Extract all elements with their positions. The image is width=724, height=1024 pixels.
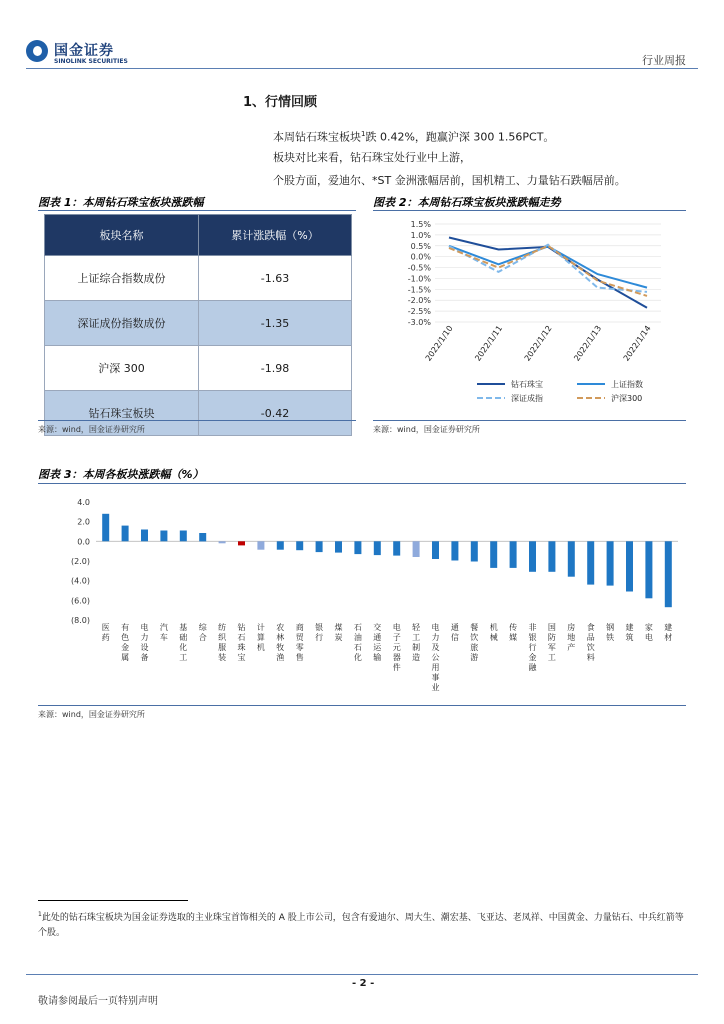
y-tick-label: -0.5% xyxy=(407,263,431,273)
y-tick-label: 1.0% xyxy=(410,230,431,240)
bar xyxy=(645,541,652,598)
x-tick-label: 机械 xyxy=(489,623,498,642)
paragraph-3: 个股方面，爱迪尔、*ST 金洲涨幅居前，国机精工、力量钻石跌幅居前。 xyxy=(273,174,626,187)
x-tick-label: 非银行金融 xyxy=(528,623,537,672)
y-tick-label: 2.0 xyxy=(77,517,90,527)
bar xyxy=(626,541,633,591)
bar xyxy=(393,541,400,555)
sector-return-bar-chart xyxy=(38,488,686,700)
table-cell-name: 深证成份指数成份 xyxy=(45,301,199,346)
figure-3-source: 来源：wind，国金证券研究所 xyxy=(38,710,145,719)
figure-3-bottom-rule xyxy=(38,705,686,706)
y-tick-label: 0.0% xyxy=(410,252,431,262)
x-tick-label: 建材 xyxy=(664,623,673,642)
x-tick-label: 轻工制造 xyxy=(412,623,421,662)
footnote-text: 此处的钻石珠宝板块为国金证券选取的主业珠宝首饰相关的 A 股上市公司，包含有爱迪尔、周大生、潮宏基、飞亚达、老凤祥、中国黄金、力量钻石、中兵红箭等个股。 xyxy=(38,913,684,938)
paragraph-1 xyxy=(273,127,554,145)
table-cell-name: 上证综合指数成份 xyxy=(45,256,199,301)
table-cell-name: 沪深 300 xyxy=(45,346,199,391)
bar xyxy=(180,531,187,542)
sector-return-table xyxy=(44,214,352,436)
table-cell-value: -1.98 xyxy=(198,346,351,391)
bar xyxy=(141,530,148,542)
index-trend-line-chart xyxy=(373,212,686,418)
x-tick-label: 食品饮料 xyxy=(586,623,595,662)
x-tick-label: 交通运输 xyxy=(373,623,382,662)
y-tick-label: 1.5% xyxy=(410,220,431,229)
table-cell-name: 钻石珠宝板块 xyxy=(45,391,199,436)
x-tick-label: 2022/1/11 xyxy=(473,323,505,363)
x-tick-label: 国防军工 xyxy=(547,623,556,662)
x-tick-label: 商贸零售 xyxy=(295,623,304,662)
x-tick-label: 家电 xyxy=(644,623,653,642)
bar xyxy=(374,541,381,555)
x-tick-label: 基础化工 xyxy=(179,623,188,662)
x-tick-label: 电子元器件 xyxy=(392,623,401,672)
table-cell-value: -0.42 xyxy=(198,391,351,436)
y-tick-label: (2.0) xyxy=(71,557,90,566)
paragraph-1-part-a: 本周钻石珠宝板块 xyxy=(273,130,361,144)
y-tick-label: (8.0) xyxy=(71,616,90,625)
bar xyxy=(510,541,517,568)
figure-3-title: 图表 3：本周各板块涨跌幅（%） xyxy=(38,468,204,481)
figure-1-rule xyxy=(38,210,356,211)
x-tick-label: 有色金属 xyxy=(121,623,130,662)
bar xyxy=(529,541,536,572)
disclaimer-note: 敬请参阅最后一页特别声明 xyxy=(38,996,158,1007)
figure-2-source: 来源：wind，国金证券研究所 xyxy=(373,425,480,434)
legend-label: 钻石珠宝 xyxy=(511,380,543,389)
y-tick-label: -2.5% xyxy=(407,307,431,317)
footnote-number: 1 xyxy=(38,911,42,918)
section-title: 1、行情回顾 xyxy=(243,95,318,110)
y-tick-label: 4.0 xyxy=(77,498,90,507)
footnote-rule xyxy=(38,900,188,901)
footnote-ref[interactable]: 1 xyxy=(361,130,366,138)
bar xyxy=(296,541,303,550)
bar xyxy=(102,514,109,542)
bar xyxy=(199,533,206,541)
company-logo-icon xyxy=(26,40,48,62)
table-row xyxy=(45,346,352,391)
x-tick-label: 综合 xyxy=(198,623,207,642)
figure-2-rule xyxy=(373,210,686,211)
bar xyxy=(219,541,226,543)
y-tick-label: (4.0) xyxy=(71,576,90,586)
x-tick-label: 纺织服装 xyxy=(218,623,227,662)
y-tick-label: -3.0% xyxy=(407,318,431,327)
legend-label: 沪深300 xyxy=(611,394,643,403)
x-tick-label: 2022/1/13 xyxy=(572,323,604,363)
x-tick-label: 煤炭 xyxy=(334,623,343,642)
bar xyxy=(316,541,323,552)
x-tick-label: 石油石化 xyxy=(353,623,362,662)
table-cell-value: -1.35 xyxy=(198,301,351,346)
series-line xyxy=(449,246,647,288)
y-tick-label: 0.0 xyxy=(77,537,90,547)
figure-3-rule xyxy=(38,483,686,484)
figure-1-title: 图表 1：本周钻石珠宝板块涨跌幅 xyxy=(38,196,204,209)
footer-rule xyxy=(26,974,698,975)
x-tick-label: 餐饮旅游 xyxy=(470,623,479,662)
series-line xyxy=(449,245,647,292)
series-line xyxy=(449,238,647,308)
table-cell-value: -1.63 xyxy=(198,256,351,301)
bar xyxy=(665,541,672,607)
x-tick-label: 2022/1/14 xyxy=(621,323,653,363)
bar xyxy=(451,541,458,560)
x-tick-label: 医药 xyxy=(101,623,110,642)
bar xyxy=(471,541,478,561)
footnote xyxy=(38,907,688,941)
bar xyxy=(122,526,129,542)
x-tick-label: 建筑 xyxy=(625,623,634,642)
bar xyxy=(238,541,245,545)
x-tick-label: 计算机 xyxy=(256,623,265,652)
x-tick-label: 电力设备 xyxy=(140,623,149,662)
paragraph-1-part-b: 跌 0.42%，跑赢沪深 300 1.56PCT。 xyxy=(365,130,555,144)
x-tick-label: 电力及公用事业 xyxy=(431,623,440,692)
bar xyxy=(160,531,167,542)
bar xyxy=(432,541,439,559)
x-tick-label: 房地产 xyxy=(567,623,576,652)
bar xyxy=(413,541,420,557)
series-line xyxy=(449,246,647,296)
bar xyxy=(568,541,575,576)
company-name-cn: 国金证券 xyxy=(54,43,114,59)
x-tick-label: 汽车 xyxy=(159,623,168,642)
figure-1-bottom-rule xyxy=(38,420,356,421)
header-rule xyxy=(26,68,698,69)
page-number: - 2 - xyxy=(352,978,375,989)
figure-2-title: 图表 2：本周钻石珠宝板块涨跌幅走势 xyxy=(373,196,561,209)
y-tick-label: 0.5% xyxy=(410,241,431,251)
report-type: 行业周报 xyxy=(642,54,686,67)
x-tick-label: 农林牧渔 xyxy=(276,623,285,662)
x-tick-label: 2022/1/12 xyxy=(522,323,554,363)
figure-1-source: 来源：wind，国金证券研究所 xyxy=(38,425,145,434)
table-header-return: 累计涨跌幅（%） xyxy=(198,215,351,256)
bar xyxy=(548,541,555,572)
y-tick-label: -1.5% xyxy=(407,285,431,295)
bar xyxy=(257,541,264,549)
table-row xyxy=(45,301,352,346)
x-tick-label: 传媒 xyxy=(509,623,518,642)
company-name-en: SINOLINK SECURITIES xyxy=(54,58,128,65)
x-tick-label: 2022/1/10 xyxy=(423,323,455,363)
bar xyxy=(335,541,342,552)
legend-label: 深证成指 xyxy=(511,394,543,403)
figure-2-bottom-rule xyxy=(373,420,686,421)
x-tick-label: 钻石珠宝 xyxy=(237,623,246,662)
y-tick-label: -1.0% xyxy=(407,274,431,284)
paragraph-2: 板块对比来看，钻石珠宝处行业中上游， xyxy=(273,151,471,164)
bar xyxy=(354,541,361,554)
bar xyxy=(490,541,497,568)
y-tick-label: (6.0) xyxy=(71,596,90,606)
bar xyxy=(587,541,594,584)
x-tick-label: 银行 xyxy=(315,623,324,642)
x-tick-label: 通信 xyxy=(450,623,459,642)
bar xyxy=(277,541,284,549)
x-tick-label: 钢铁 xyxy=(606,623,615,642)
bar xyxy=(607,541,614,585)
y-tick-label: -2.0% xyxy=(407,296,431,306)
legend-label: 上证指数 xyxy=(611,380,643,389)
table-header-name: 板块名称 xyxy=(45,215,199,256)
table-row xyxy=(45,256,352,301)
